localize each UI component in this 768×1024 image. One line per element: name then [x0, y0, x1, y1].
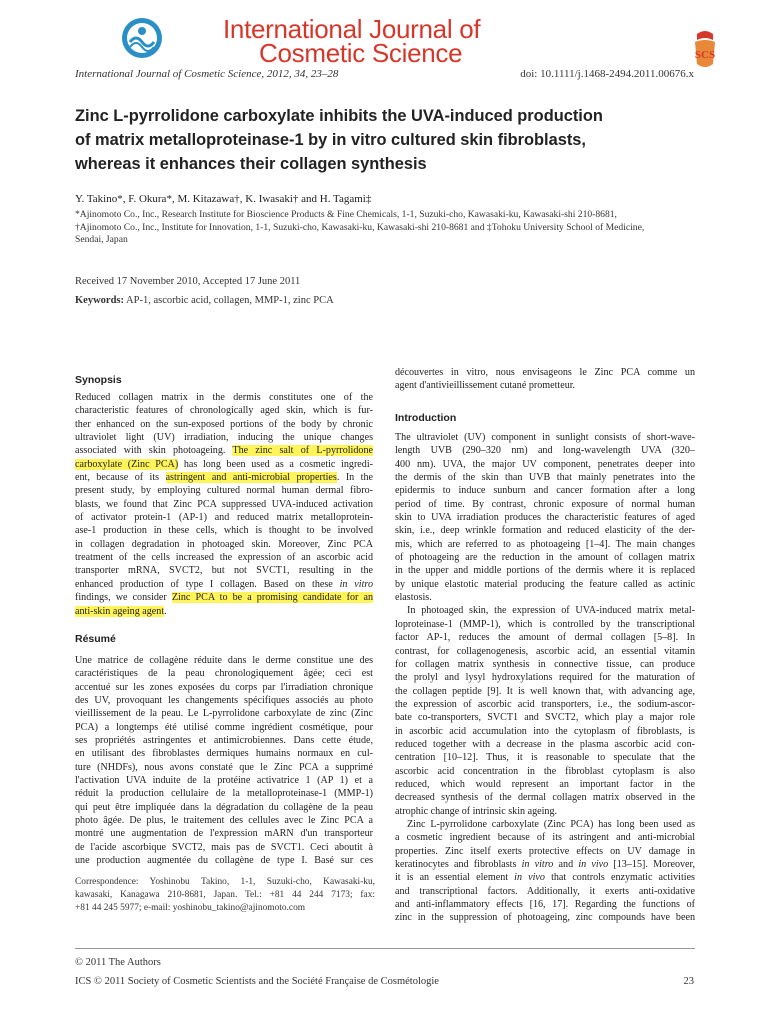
- journal-logo-icon: [120, 16, 164, 60]
- text-line: skin, i.e., deep wrinkle formation and reduced elasticity of the der-: [395, 525, 695, 537]
- page-number: 23: [683, 976, 694, 987]
- text-line: factor AP-1, reduces the amount of dermal collagen [5–8]. In: [395, 632, 695, 644]
- text-line: anti-skin ageing agent.: [75, 605, 167, 617]
- correspondence: [75, 876, 375, 915]
- title-line: whereas it enhances their collagen synthesis: [75, 155, 427, 173]
- text-line: keratinocytes and fibroblasts in vitro and in vivo [13–15]. Moreover,: [395, 859, 695, 870]
- footer-society: ICS © 2011 Society of Cosmetic Scientists and the Société Française de Cosmétologie: [75, 976, 439, 987]
- text-line: de l'acide ascorbique SVCT2, mais pas de SVCT1. Ceci aboutit à: [75, 841, 373, 853]
- keywords-list: AP-1, ascorbic acid, collagen, MMP-1, zinc PCA: [126, 295, 334, 306]
- text-line: ture (NHDFs), nous avons constaté que le Zinc PCA a supprimé: [75, 761, 373, 773]
- highlight: astringent and anti-microbial properties: [165, 472, 337, 484]
- text-line: blasts, we found that Zinc PCA suppressed UVA-induced activation: [75, 498, 373, 510]
- text-line: epidermis to induce sunburn and cancer formation after a long: [395, 485, 695, 497]
- text-line: and transcriptional factors. Additionally, it exerts anti-oxidative: [395, 885, 695, 897]
- text-line: in the upper and middle portions of the dermis where it is replaced: [395, 565, 695, 577]
- text-line: l'activation UVA induite de la protéine activatrice 1 (AP 1) et a: [75, 775, 373, 787]
- text-line: it is an essential element in vivo that controls enzymatic activities: [395, 872, 695, 884]
- text-line: 400 nm). UVA, the major UV component, penetrates deeper into: [395, 458, 695, 470]
- text-line: PCA) a longtemps été utilisé comme ingrédient cosmétique, pour: [75, 721, 373, 733]
- text-line: réduit la production cellulaire de la metalloproteinase-1 (MMP-1): [75, 788, 373, 800]
- text-line: Zinc L-pyrrolidone carboxylate (Zinc PCA) has long been used as: [407, 818, 695, 830]
- text-line: the collagen peptide [9]. It is well known that, with advancing age,: [395, 685, 695, 697]
- text-line: period of time. By contrast, chronic exposure of normal human: [395, 498, 695, 510]
- text-line: reduced together with a decrease in the plasma ascorbic acid con-: [395, 738, 695, 750]
- highlight: carboxylate (Zinc PCA): [75, 458, 179, 470]
- text-line: treatment of the cells increased the expression of an ascorbic acid: [75, 552, 373, 564]
- text-line: montré une augmentation de l'expression mARN d'un transporteur: [75, 828, 373, 840]
- text-line: reduced, which would represent an important factor in the: [395, 778, 695, 790]
- text-line: caractéristiques de la peau chronologiquement âgée; ceci est: [75, 668, 373, 680]
- title-line: of matrix metalloproteinase-1 by in vitro cultured skin fibroblasts,: [75, 131, 586, 149]
- text-line: ther enhanced on the sun-exposed portions of the body by chronic: [75, 418, 373, 430]
- text-line: loproteinase-1 (MMP-1), which is controlled by the transcriptional: [395, 618, 695, 630]
- footer-divider: [75, 948, 695, 949]
- text-line: The ultraviolet (UV) component in sunlight consists of short-wave-: [395, 432, 695, 443]
- text-line: elastosis.: [395, 592, 432, 604]
- text-line: agent d'antivieillissement cutané prometteur.: [395, 380, 576, 392]
- text-line: of photoageing are the reduction in the amount of collagen matrix: [395, 552, 695, 564]
- text-line: ent, because of its astringent and anti-microbial properties. In the: [75, 472, 373, 484]
- text-line: in ascorbic acid accumulation into the cytoplasm of fibroblasts, is: [395, 725, 695, 737]
- resume-heading: Résumé: [75, 633, 116, 645]
- introduction-heading: Introduction: [395, 412, 457, 424]
- scs-logo-text: SCS: [694, 49, 716, 61]
- text-line: properties. Zinc itself exerts protective effects on UV damage in: [395, 845, 695, 857]
- text-line: enhanced production of type I collagen. Based on these in vitro: [75, 578, 373, 590]
- text-line: findings, we consider Zinc PCA to be a promising candidate for an: [75, 592, 373, 604]
- title-line: Zinc L-pyrrolidone carboxylate inhibits the UVA-induced production: [75, 107, 603, 125]
- resume-continuation: [395, 366, 695, 393]
- journal-header: [75, 10, 716, 68]
- keywords: [75, 295, 334, 306]
- text-line: present study, by employing cultured normal human dermal fibro-: [75, 485, 373, 497]
- text-line: mis, which are referred to as photoageing [1–4]. The main changes: [395, 538, 695, 550]
- text-line: associated with skin photoageing. The zinc salt of L-pyrrolidone: [75, 445, 373, 457]
- affiliation-line: *Ajinomoto Co., Inc., Research Institute for Bioscience Products & Fine Chemicals, 1-1, Suzuki-cho, Kawasaki-ku, Kawasaki-shi 210-8681,: [75, 209, 617, 220]
- correspondence-line: kawasaki, Kanagawa 210-8681, Japan. Tel.: +81 44 244 7173; fax:: [75, 890, 375, 900]
- text-line: des UV, provoquant les changements spécifiques associés au photo: [75, 695, 373, 707]
- doi[interactable]: doi: 10.1111/j.1468-2494.2011.00676.x: [520, 68, 694, 80]
- text-line: zinc in the suppression of photoageing, zinc compounds have been: [395, 912, 695, 924]
- text-line: length UVB (290–320 nm) and long-wavelength UVA (320–: [395, 445, 695, 457]
- text-line: the prolyl and lysyl hydroxylations required for the maturation of: [395, 672, 695, 684]
- text-line: ase-1 production in these cells, which is thought to be involved: [75, 525, 373, 537]
- text-line: qui peut être impliquée dans la dégradation du collagène de la peau: [75, 801, 373, 813]
- text-line: a cosmetic ingredient because of its astringent and anti-microbial: [395, 832, 695, 844]
- text-line: bate co-transporters, SVCT1 and SVCT2, which play a major role: [395, 712, 695, 724]
- text-line: in collagen degradation in photoaged skin. Moreover, Zinc PCA: [75, 538, 373, 550]
- resume-text: [75, 654, 373, 868]
- scs-society-logo-icon: [683, 28, 727, 72]
- text-line: atrophic change of intrinsic skin ageing.: [395, 805, 558, 817]
- text-line: Une matrice de collagène réduite dans le derme constitue une des: [75, 655, 373, 666]
- text-line: transporter mRNA, SVCT2, but not SVCT1, resulting in the: [75, 565, 373, 577]
- correspondence-line: Correspondence: Yoshinobu Takino, 1-1, Suzuki-cho, Kawasaki-ku,: [75, 877, 375, 887]
- received-dates: Received 17 November 2010, Accepted 17 June 2011: [75, 276, 301, 287]
- footer-copyright: © 2011 The Authors: [75, 957, 161, 968]
- text-line: ascorbic acid concentration in the fibroblast cytoplasm is also: [395, 765, 695, 777]
- synopsis-text: [75, 391, 373, 618]
- text-line: photo âgée. De plus, le traitement des cellules avec le Zinc PCA a: [75, 815, 373, 827]
- text-line: centration [10–12]. Thus, it is reasonable to speculate that the: [395, 752, 695, 764]
- text-line: the expression of ascorbic acid transporters, i.e., the sodium-ascor-: [395, 698, 695, 710]
- text-line: carboxylate (Zinc PCA) has long been used as a cosmetic ingredi-: [75, 458, 373, 470]
- text-line: for collagen matrix synthesis in connective tissue, can produce: [395, 658, 695, 670]
- highlight: The zinc salt of L-pyrrolidone: [232, 445, 373, 457]
- text-line: en utilisant des fibroblastes dermiques humains normaux en cul-: [75, 748, 373, 760]
- text-line: Reduced collagen matrix in the dermis constitutes one of the: [75, 392, 373, 403]
- journal-title-line2: Cosmetic Science: [259, 38, 463, 68]
- affiliation-line: †Ajinomoto Co., Inc., Institute for Innovation, 1-1, Suzuki-cho, Kawasaki-ku, Kawasaki-shi 210-8681 and ‡Tohoku University School of Medicine,: [75, 221, 645, 233]
- text-line: ultraviolet light (UV) irradiation, inducing the unique changes: [75, 432, 373, 444]
- highlight: anti-skin ageing agent: [75, 605, 165, 617]
- text-line: In photoaged skin, the expression of UVA-induced matrix metal-: [407, 605, 695, 617]
- highlight: Zinc PCA to be a promising candidate for an: [171, 592, 373, 604]
- synopsis-heading: Synopsis: [75, 374, 122, 386]
- text-line: characteristic features of chronologically aged skin, which is fur-: [75, 405, 373, 417]
- affiliations: [75, 209, 715, 247]
- correspondence-line: +81 44 245 5977; e-mail: yoshinobu_takino@ajinomoto.com: [75, 903, 306, 913]
- text-line: decreased synthesis of the dermal collagen matrix observed in the: [395, 792, 695, 804]
- journal-citation: International Journal of Cosmetic Science, 2012, 34, 23–28: [75, 68, 339, 80]
- introduction-text: [395, 431, 695, 925]
- affiliation-line: Sendai, Japan: [75, 234, 128, 245]
- text-line: ses propriétés astringentes et antimicrobiennes. Dans cette étude,: [75, 735, 373, 747]
- text-line: vieillissement de la peau. Le L-pyrrolidone carboxylate de zinc (Zinc: [75, 708, 373, 720]
- author-list: Y. Takino*, F. Okura*, M. Kitazawa†, K. Iwasaki† and H. Tagami‡: [75, 193, 372, 205]
- text-line: une production augmentée du collagène de type I. Basé sur ces: [75, 855, 373, 867]
- text-line: and anti-inflammatory effects [16, 17]. Regarding the functions of: [395, 899, 695, 911]
- text-line: skin to UVA irradiation produces the characteristic features of aged: [395, 512, 695, 524]
- text-line: contrast, for collagenogenesis, ascorbic acid, an essential vitamin: [395, 645, 695, 657]
- text-line: of activator protein-1 (AP-1) and reduced matrix metalloprotein-: [75, 512, 373, 524]
- article-title: [75, 104, 715, 176]
- keywords-label: Keywords:: [75, 295, 124, 306]
- text-line: the dermis of the skin than UVB that mainly penetrates into the: [395, 472, 695, 484]
- text-line: accentué sur les zones exposées du corps par l'irradiation chronique: [75, 681, 373, 693]
- journal-title-line1: International Journal of: [223, 14, 481, 44]
- text-line: découvertes in vitro, nous envisageons le Zinc PCA comme un: [395, 367, 695, 378]
- text-line: by unique elastotic material producing the feature called as actinic: [395, 578, 695, 590]
